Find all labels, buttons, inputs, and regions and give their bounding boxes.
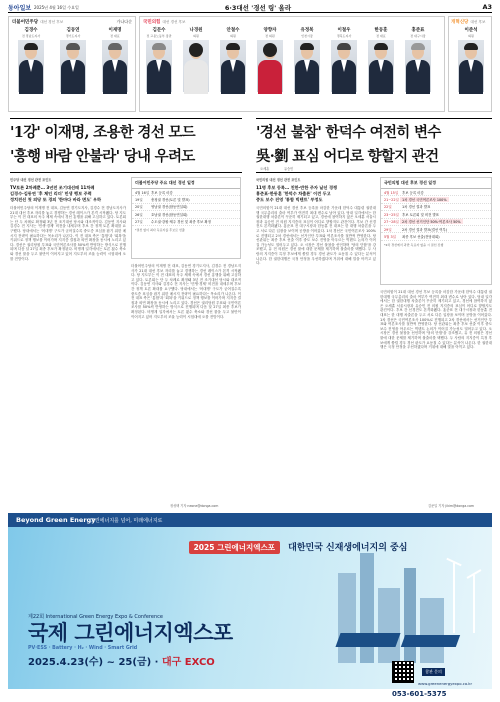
table-row: 29일 2차 경선 결과 발표(결선 여부) bbox=[381, 226, 491, 233]
candidate-card bbox=[366, 28, 396, 92]
expo-edition: 제22회 International Green Energy Expo & Conference bbox=[28, 614, 163, 620]
qr-code-icon[interactable] bbox=[392, 661, 414, 683]
candidate-photo bbox=[458, 40, 484, 92]
candidate-name: 김문수 bbox=[152, 28, 166, 33]
candidate-card bbox=[329, 28, 359, 92]
candidate-name: 이준석 bbox=[464, 28, 478, 33]
headline-line: '흥행 바람 안불라' 당내 우려도 bbox=[10, 148, 195, 165]
table-footnote: *2차 경선에서 과반 득표자 없을 시 결선 진행 bbox=[384, 242, 444, 247]
candidate-role: 전 의원 bbox=[265, 34, 275, 38]
left-schedule-table bbox=[131, 177, 241, 259]
table-row: 4월 16일 후보 등록 마감 bbox=[132, 189, 240, 196]
section-title: 6·3대선 '경선 링' 올라 bbox=[224, 4, 292, 12]
candidate-name: 김동연 bbox=[66, 28, 80, 33]
party-box-reform bbox=[448, 16, 492, 112]
expo-website-link[interactable]: www.greenenergyexpo.co.kr bbox=[418, 681, 473, 686]
lead-line: TV토론 2차례뿐… 3년전 조기대선때 11차례 bbox=[10, 185, 95, 190]
ad-banner bbox=[8, 513, 492, 527]
table-title: 더불어민주당 주요 대선 경선 일정 bbox=[132, 178, 240, 189]
party-name: 더불어민주당 bbox=[12, 20, 39, 25]
right-headline bbox=[256, 121, 492, 169]
party-box-democratic bbox=[8, 16, 136, 112]
left-lead bbox=[10, 177, 126, 203]
left-headline bbox=[10, 121, 242, 169]
candidate-name: 홍준표 bbox=[411, 28, 425, 33]
candidate-role: 의원 bbox=[230, 34, 236, 38]
lead-line: 11명 후보 등록… 친한·반한 주자 날선 경쟁 bbox=[256, 185, 338, 190]
right-lead bbox=[256, 177, 376, 203]
headline-line: 吳·劉 표심 어디로 향할지 관건 bbox=[256, 148, 439, 165]
expo-categories: PV·ESS · Battery · H₂ · Wind · Smart Grid bbox=[28, 646, 138, 651]
candidate-role: 의원 bbox=[193, 34, 199, 38]
right-body-col1: 국민의힘이 21대 대선 경선 후보 등록을 마감한 가운데 한덕수 대통령 권한대행 국무총리의 출마 여부가 여전히 최대 변수로 남아 있다. 당내 일각에서는 한 권한대행 차출론이 꾸준히 제기되고 있고, 경선에 참여하지 않은 오세훈 서울시장과 유승민 전 의원 지지층의 표심이 어디로 향할지도 관건이다. 후보 간 신경전도 본격화됐다. 홍준표 전 대구시장과 한동훈 전 대표는 한 대행 차출론을 두고 서로 다른 입장을 보이며 공방을 이어갔다. 1차 경선은 국민여론조사 100%로 진행되고 2차 경선에서는 선거인단 투표와 여론조사를 절반씩 반영한다. 당 선관위는 최종 후보 선출 이후 중도 보수 진영을 아우르는 빅텐트 논의가 이어질 가능성도 열어두고 있다. 오 시장은 경선 불참을 선언하며 '당의 단합'을 강조했고, 유 전 의원은 경선 룰에 대한 문제를 제기하며 불출마를 택했다. 두 사람의 지지층이 특정 후보에게 쏠릴 경우 경선 판도가 요동칠 수 있다는 분석이 나온다. 한 권한대행은 국정 안정을 우선하겠다며 거취에 대해 말을 아끼고 있다. bbox=[256, 206, 376, 266]
divider: · bbox=[154, 657, 162, 668]
left-body-col2: 더불어민주당의 이재명 전 대표, 김동연 경기도지사, 김경수 전 경남도지사가 21대 대선 후보 자리를 놓고 경쟁하는 경선 레이스가 본격 시작됐다. 당 지도부는 이 전 대표의 독주 체제 속에서 경선 흥행을 위해 고심하고 있다. 토론회는 단 두 차례로 확정돼 3년 전 조기대선 당시와 대조적이다. 김동연 지사와 김경수 전 지사는 '민생·경제' 비전을 내세우며 후보 간 정책 토론 확대를 요구했다. 당내에서는 '어대명' 구도가 굳어질수록 중도층 표심을 잡기 위한 메시지 전략이 필요하다는 목소리가 나온다. 이 전 대표 측은 '통합'과 '회복'을 키워드로 정책 행보를 이어가며 지지층 결집과 외연 확장을 동시에 노리고 있다. 경선은 권리당원 투표와 국민여론조사를 50%씩 반영하는 방식으로 진행되며 다음 달 27일 최종 후보가 확정된다. 비명계 일각에서는 토론 횟수 축소와 경선 룰을 두고 불만이 이어지고 있어 지도부의 조율 능력이 시험대에 오를 전망이다. bbox=[131, 264, 241, 319]
expo-title-bar bbox=[148, 535, 448, 554]
table-row: 23~25일 후보 토론회 및 비전 발표 bbox=[381, 211, 491, 218]
masthead bbox=[8, 2, 492, 13]
expo-name: 국제 그린에너지엑스포 bbox=[28, 621, 233, 645]
table-row: 22일 1차 경선 결과 발표 bbox=[381, 204, 491, 211]
building-shape bbox=[404, 568, 416, 663]
newspaper-logo: 동아일보 bbox=[8, 5, 32, 12]
candidate-name: 한동훈 bbox=[374, 28, 388, 33]
divider bbox=[256, 172, 492, 173]
left-body-col1: 더불어민주당의 이재명 전 대표, 김동연 경기도지사, 김경수 전 경남도지사가 21대 대선 후보 자리를 놓고 경쟁하는 경선 레이스가 본격 시작됐다. 당 지도부는 이 전 대표의 독주 체제 속에서 경선 흥행을 위해 고심하고 있다. 토론회는 단 두 차례로 확정돼 3년 전 조기대선 당시와 대조적이다. 김동연 지사와 김경수 전 지사는 '민생·경제' 비전을 내세우며 후보 간 정책 토론 확대를 요구했다. 당내에서는 '어대명' 구도가 굳어질수록 중도층 표심을 잡기 위한 메시지 전략이 필요하다는 목소리가 나온다. 이 전 대표 측은 '통합'과 '회복'을 키워드로 정책 행보를 이어가며 지지층 결집과 외연 확장을 동시에 노리고 있다. 경선은 권리당원 투표와 국민여론조사를 50%씩 반영하는 방식으로 진행되며 다음 달 27일 최종 후보가 확정된다. 비명계 일각에서는 토론 횟수 축소와 경선 룰을 두고 불만이 이어지고 있어 지도부의 조율 능력이 시험대에 오를 전망이다. bbox=[10, 206, 126, 261]
lead-line: 김경수·김동연 '후 체인 리더' 민생 행보 주력 bbox=[10, 191, 92, 196]
candidate-photo bbox=[257, 40, 283, 92]
right-body-col2: 국민의힘이 21대 대선 경선 후보 등록을 마감한 가운데 한덕수 대통령 권한대행 국무총리의 출마 여부가 여전히 최대 변수로 남아 있다. 당내 일각에서는 한 권한대행 차출론이 꾸준히 제기되고 있고, 경선에 참여하지 않은 오세훈 서울시장과 유승민 전 의원 지지층의 표심이 어디로 향할지도 관건이다. 후보 간 신경전도 본격화됐다. 홍준표 전 대구시장과 한동훈 전 대표는 한 대행 차출론을 두고 서로 다른 입장을 보이며 공방을 이어갔다. 1차 경선은 국민여론조사 100%로 진행되고 2차 경선에서는 선거인단 투표와 여론조사를 절반씩 반영한다. 당 선관위는 최종 후보 선출 이후 중도 보수 진영을 아우르는 빅텐트 논의가 이어질 가능성도 열어두고 있다. 오 시장은 경선 불참을 선언하며 '당의 단합'을 강조했고, 유 전 의원은 경선 룰에 대한 문제를 제기하며 불출마를 택했다. 두 사람의 지지층이 특정 후보에게 쏠릴 경우 경선 판도가 요동칠 수 있다는 분석이 나온다. 한 권한대행은 국정 안정을 우선하겠다며 거취에 대해 말을 아끼고 있다. bbox=[380, 290, 492, 350]
table-footnote: *결선 없이 최다 득표자를 후보로 선출 bbox=[135, 227, 185, 232]
divider bbox=[10, 118, 242, 119]
byline: 김준일 기자 jikim@donga.com bbox=[428, 504, 475, 508]
candidate-role: 경북도지사 bbox=[336, 34, 352, 38]
right-schedule-table bbox=[380, 177, 492, 285]
table-row: 19일 충청권 경선(토론 및 발표) bbox=[132, 196, 240, 203]
section-label: 민주당 대선 경선 관전 포인트 bbox=[10, 178, 52, 182]
party-subtitle: 대선 경선 후보 bbox=[40, 20, 64, 24]
party-subtitle: 대선 경선 후보 bbox=[162, 20, 186, 24]
candidate-photo bbox=[146, 40, 172, 92]
table-row: 27일 수도권·강원·제주 경선 및 최종 후보 확정 bbox=[132, 219, 240, 226]
candidate-name: 안철수 bbox=[226, 28, 240, 33]
table-title: 국민의힘 대선 후보 경선 일정 bbox=[381, 178, 491, 189]
expo-main bbox=[28, 613, 328, 668]
issue-date: 2025년 4월 16일 수요일 bbox=[34, 5, 79, 10]
candidate-photo bbox=[368, 40, 394, 92]
building-shape bbox=[338, 573, 356, 663]
expo-advertisement[interactable] bbox=[8, 513, 492, 698]
lead-line: 중도 보수 진영 '통합 빅텐트' 부정도 bbox=[256, 197, 323, 202]
page-number: A3 bbox=[482, 3, 492, 11]
candidate-role: 전 대표 bbox=[376, 34, 386, 38]
candidate-card bbox=[403, 28, 433, 92]
headline-line: '1강' 이재명, 조용한 경선 모드 bbox=[10, 124, 195, 141]
candidate-role: 경기도지사 bbox=[65, 34, 81, 38]
candidate-role: 전 경남도지사 bbox=[21, 34, 41, 38]
expo-tagline: 대한민국 신재생에너지의 중심 bbox=[288, 543, 408, 553]
candidate-photo bbox=[183, 40, 209, 92]
candidate-role: 전 대구시장 bbox=[410, 34, 426, 38]
table-row: 4월 15일 후보 등록 마감 bbox=[381, 189, 491, 196]
ad-banner-subtitle: 그린에너지를 넘어, 미래에너지로 bbox=[90, 517, 163, 524]
candidate-photo bbox=[220, 40, 246, 92]
section-label: 국민의힘 대선 경선 관전 포인트 bbox=[256, 178, 301, 182]
candidate-card bbox=[100, 28, 130, 92]
wind-turbine-icon bbox=[473, 575, 475, 633]
solar-panel-icon bbox=[335, 633, 400, 647]
divider bbox=[256, 118, 492, 119]
table-row: 26일 호남권 경선(합동연설회) bbox=[132, 211, 240, 218]
table-row: 20일 영남권 경선(합동연설회) bbox=[132, 204, 240, 211]
table-row: 5월 3일 최종 후보 선출(전당대회) bbox=[381, 233, 491, 240]
party-name: 국민의힘 bbox=[143, 20, 161, 25]
candidate-card bbox=[144, 28, 174, 92]
candidate-name: 양향자 bbox=[263, 28, 277, 33]
candidate-name: 이철우 bbox=[337, 28, 351, 33]
candidate-card bbox=[16, 28, 46, 92]
candidate-role: 의원 bbox=[468, 34, 474, 38]
building-shape bbox=[420, 598, 444, 663]
candidate-photo bbox=[102, 40, 128, 92]
candidate-photo bbox=[405, 40, 431, 92]
lead-line: 정치전선 첫 의당 또 경의 '한마다 바라 면도' 우하 bbox=[10, 197, 102, 202]
expo-dates: 2025.4.23(수) ~ 25(금) · 대구 EXCO bbox=[28, 657, 215, 668]
solar-panel-icon bbox=[401, 635, 460, 647]
candidate-card bbox=[456, 28, 486, 92]
contact-phone[interactable]: 053-601-5375 bbox=[392, 689, 447, 698]
expo-venue: 대구 EXCO bbox=[161, 657, 215, 668]
party-subtitle: 대선 후보 bbox=[470, 20, 486, 24]
contact-label: 참관 문의 bbox=[422, 668, 445, 676]
candidate-role: 전 고용노동부 장관 bbox=[146, 34, 172, 38]
expo-badge: 2025 그린에너지엑스포 bbox=[189, 541, 280, 554]
table-row: 21~22일 1차 경선 국민여론조사 100% bbox=[381, 196, 491, 203]
party-box-ppp bbox=[139, 16, 445, 112]
candidate-name: 김경수 bbox=[24, 28, 38, 33]
photo-caption-right: 유승민 bbox=[284, 167, 294, 171]
candidate-card bbox=[292, 28, 322, 92]
candidate-photo bbox=[60, 40, 86, 92]
building-shape bbox=[378, 588, 400, 663]
wind-turbine-icon bbox=[453, 563, 455, 633]
party-name: 개혁신당 bbox=[451, 20, 469, 25]
candidate-photo bbox=[18, 40, 44, 92]
candidate-name: 나경원 bbox=[189, 28, 203, 33]
headline-line: '경선 불참' 한덕수 여전히 변수 bbox=[256, 124, 441, 141]
candidate-card bbox=[218, 28, 248, 92]
candidate-photo bbox=[294, 40, 320, 92]
order-note: 가나다순 bbox=[116, 19, 132, 24]
lead-line: 홍준표·한동훈 '한덕수 차출론' 이견 두고 bbox=[256, 191, 331, 196]
candidate-name: 이재명 bbox=[108, 28, 122, 33]
photo-caption-left: 오세훈 bbox=[260, 167, 270, 171]
candidate-card bbox=[181, 28, 211, 92]
table-row: 27~28일 2차 경선 선거인단 50%·여론조사 50% bbox=[381, 219, 491, 226]
divider bbox=[10, 172, 242, 173]
candidate-card bbox=[255, 28, 285, 92]
candidate-role: 인천시장 bbox=[301, 34, 313, 38]
candidate-photo bbox=[331, 40, 357, 92]
ad-banner-title: Beyond Green Energy bbox=[16, 516, 96, 524]
candidate-card bbox=[58, 28, 88, 92]
byline: 정성택 기자 neone@donga.com bbox=[170, 504, 219, 508]
candidate-name: 유정복 bbox=[300, 28, 314, 33]
candidate-role: 전 대표 bbox=[110, 34, 120, 38]
